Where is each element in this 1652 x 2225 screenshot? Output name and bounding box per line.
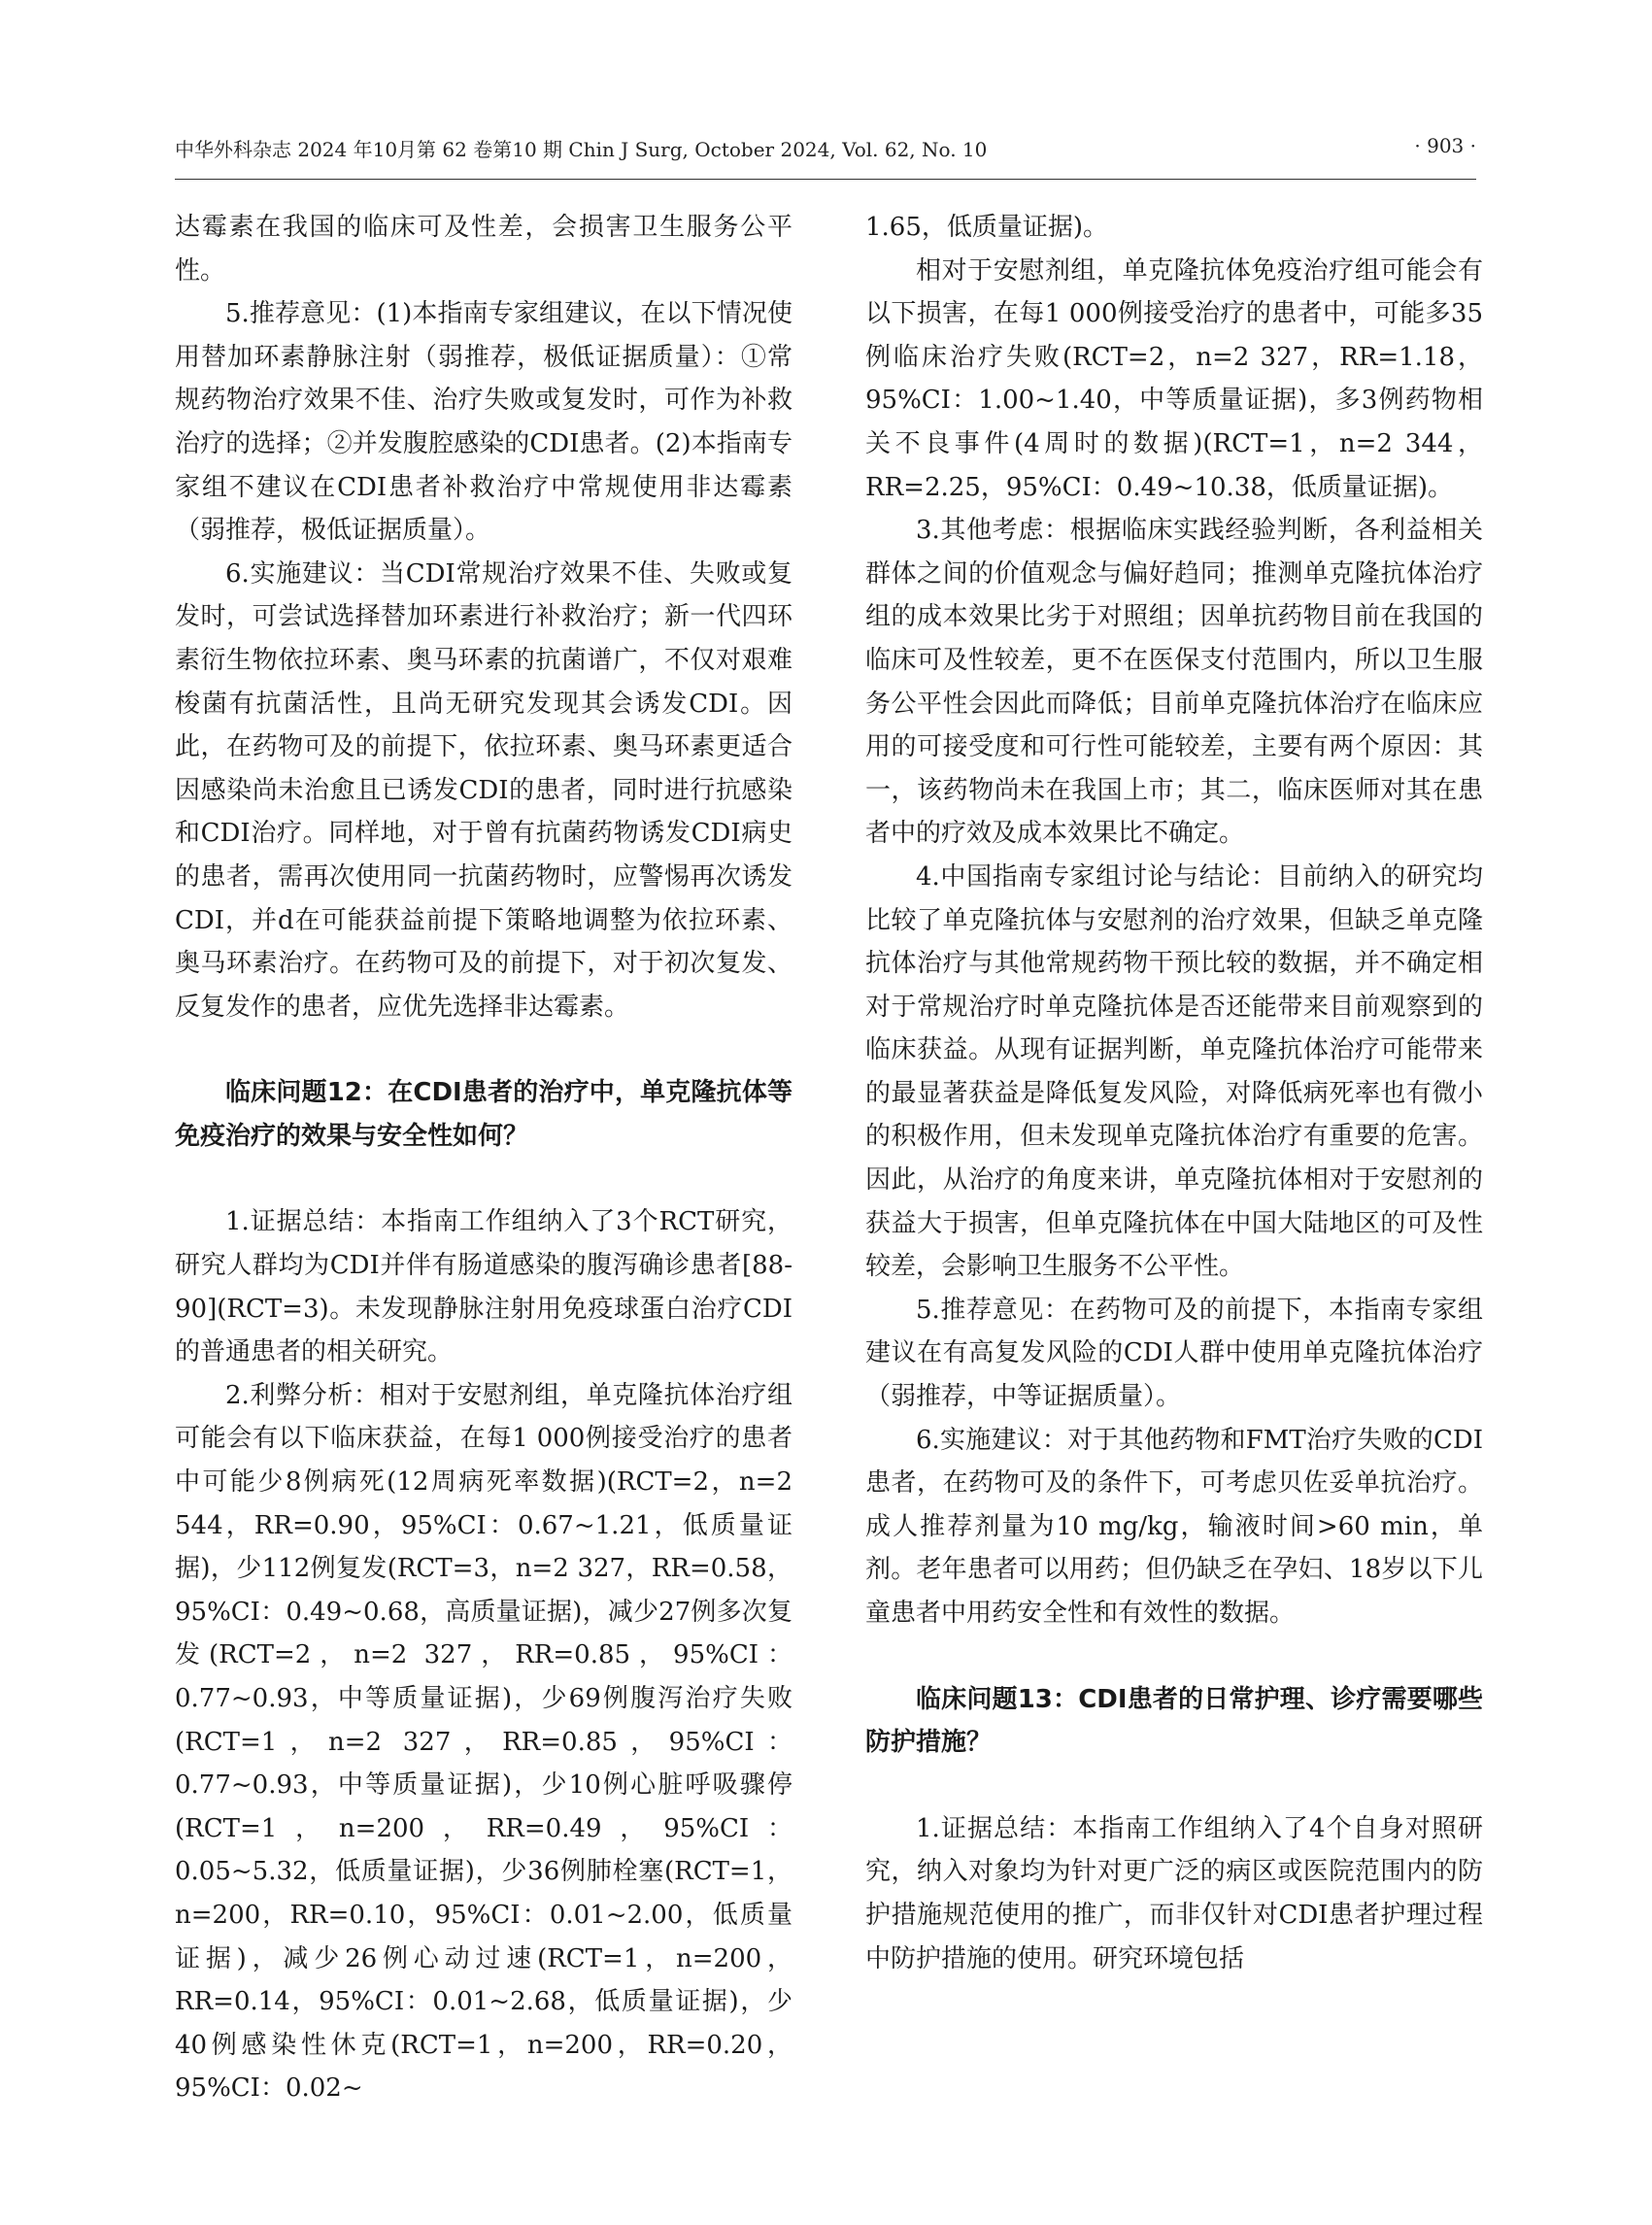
body-paragraph: 3.其他考虑：根据临床实践经验判断，各利益相关群体之间的价值观念与偏好趋同；推测单克隆抗体治疗组的成本效果比劣于对照组；因单抗药物目前在我国的临床可及性较差，更不在医保支付范围内，所以卫生服务公平性会因此而降低；目前单克隆抗体治疗在临床应用的可接受度和可行性可能较差，主要有两个原因：其一，该药物尚未在我国上市；其二，临床医师对其在患者中的疗效及成本效果比不确定。 (865, 516, 1483, 849)
running-header (175, 134, 1476, 173)
body-paragraph: 1.证据总结：本指南工作组纳入了4个自身对照研究，纳入对象均为针对更广泛的病区或医院范围内的防护措施规范使用的推广，而非仅针对CDI患者护理过程中防护措施的使用。研究环境包括 (865, 1813, 1483, 1973)
left-column (175, 206, 792, 2168)
body-paragraph: 1.证据总结：本指南工作组纳入了3个RCT研究，研究人群均为CDI并伴有肠道感染的腹泻确诊患者[88-90](RCT=3)。未发现静脉注射用免疫球蛋白治疗CDI的普通患者的相关研究。 (175, 1207, 792, 1367)
body-paragraph: 4.中国指南专家组讨论与结论：目前纳入的研究均比较了单克隆抗体与安慰剂的治疗效果，但缺乏单克隆抗体治疗与其他常规药物干预比较的数据，并不确定相对于常规治疗时单克隆抗体是否还能带来目前观察到的临床获益。从现有证据判断，单克隆抗体治疗可能带来的最显著获益是降低复发风险，对降低病死率也有微小的积极作用，但未发现单克隆抗体治疗有重要的危害。因此，从治疗的角度来讲，单克隆抗体相对于安慰剂的获益大于损害，但单克隆抗体在中国大陆地区的可及性较差，会影响卫生服务不公平性。 (865, 861, 1483, 1282)
clinical-question-heading: 临床问题12：在CDI患者的治疗中，单克隆抗体等免疫治疗的效果与安全性如何？ (175, 1078, 792, 1151)
clinical-question-heading: 临床问题13：CDI患者的日常护理、诊疗需要哪些防护措施？ (865, 1684, 1483, 1758)
section-gap (865, 1635, 1483, 1678)
body-paragraph: 5.推荐意见：在药物可及的前提下，本指南专家组建议在有高复发风险的CDI人群中使用单克隆抗体治疗（弱推荐，中等证据质量）。 (865, 1295, 1483, 1412)
body-paragraph: 达霉素在我国的临床可及性差，会损害卫生服务公平性。 (175, 213, 792, 286)
body-paragraph: 1.65，低质量证据)。 (865, 213, 1109, 242)
body-paragraph: 6.实施建议：当CDI常规治疗效果不佳、失败或复发时，可尝试选择替加环素进行补救治疗；新一代四环素衍生物依拉环素、奥马环素的抗菌谱广，不仅对艰难梭菌有抗菌活性，且尚无研究发现其会诱发CDI。因此，在药物可及的前提下，依拉环素、奥马环素更适合因感染尚未治愈且已诱发CDI的患者，同时进行抗感染和CDI治疗。同样地，对于曾有抗菌药物诱发CDI病史的患者，需再次使用同一抗菌药物时，应警惕再次诱发CDI，并d在可能获益前提下策略地调整为依拉环素、奥马环素治疗。在药物可及的前提下，对于初次复发、反复发作的患者，应优先选择非达霉素。 (175, 558, 792, 1022)
right-column (865, 206, 1483, 2168)
section-gap (175, 1028, 792, 1071)
header-rule (175, 179, 1476, 180)
body-paragraph: 5.推荐意见：(1)本指南专家组建议，在以下情况使用替加环素静脉注射（弱推荐，极低证据质量）：①常规药物治疗效果不佳、治疗失败或复发时，可作为补救治疗的选择；②并发腹腔感染的CDI患者。(2)本指南专家组不建议在CDI患者补救治疗中常规使用非达霉素（弱推荐，极低证据质量）。 (175, 299, 792, 546)
section-gap (175, 1158, 792, 1200)
body-paragraph: 6.实施建议：对于其他药物和FMT治疗失败的CDI患者，在药物可及的条件下，可考虑贝佐妥单抗治疗。成人推荐剂量为10 mg/kg，输液时间>60 min，单剂。老年患者可以用药；但仍缺乏在孕妇、18岁以下儿童患者中用药安全性和有效性的数据。 (865, 1425, 1483, 1628)
journal-citation: 中华外科杂志 2024 年10月第 62 卷第10 期 Chin J Surg, October 2024, Vol. 62, No. 10 (175, 138, 988, 161)
body-paragraph: 相对于安慰剂组，单克隆抗体免疫治疗组可能会有以下损害，在每1 000例接受治疗的患者中，可能多35例临床治疗失败(RCT=2，n=2 327，RR=1.18，95%CI：1.00~1.40，中等质量证据)，多3例药物相关不良事件(4周时的数据)(RCT=1，n=2 344，RR=2.25，95%CI：0.49~10.38，低质量证据)。 (865, 255, 1483, 502)
body-paragraph: 2.利弊分析：相对于安慰剂组，单克隆抗体治疗组可能会有以下临床获益，在每1 000例接受治疗的患者中可能少8例病死(12周病死率数据)(RCT=2，n=2 544，RR=0.90，95%CI：0.67~1.21，低质量证据)，少112例复发(RCT=3，n=2 327，RR=0.58，95%CI：0.49~0.68，高质量证据)，减少27例多次复发(RCT=2，n=2 327，RR=0.85，95%CI：0.77~0.93，中等质量证据)，少69例腹泻治疗失败(RCT=1，n=2 327，RR=0.85，95%CI：0.77~0.93，中等质量证据)，少10例心脏呼吸骤停(RCT=1，n=200，RR=0.49，95%CI：0.05~5.32，低质量证据)，少36例肺栓塞(RCT=1，n=200，RR=0.10，95%CI：0.01~2.00，低质量证据)，减少26例心动过速(RCT=1，n=200，RR=0.14，95%CI：0.01~2.68，低质量证据)，少40例感染性休克(RCT=1，n=200，RR=0.20，95%CI：0.02~ (175, 1380, 792, 2104)
section-gap (865, 1765, 1483, 1807)
page-number: · 903 · (1414, 134, 1476, 157)
